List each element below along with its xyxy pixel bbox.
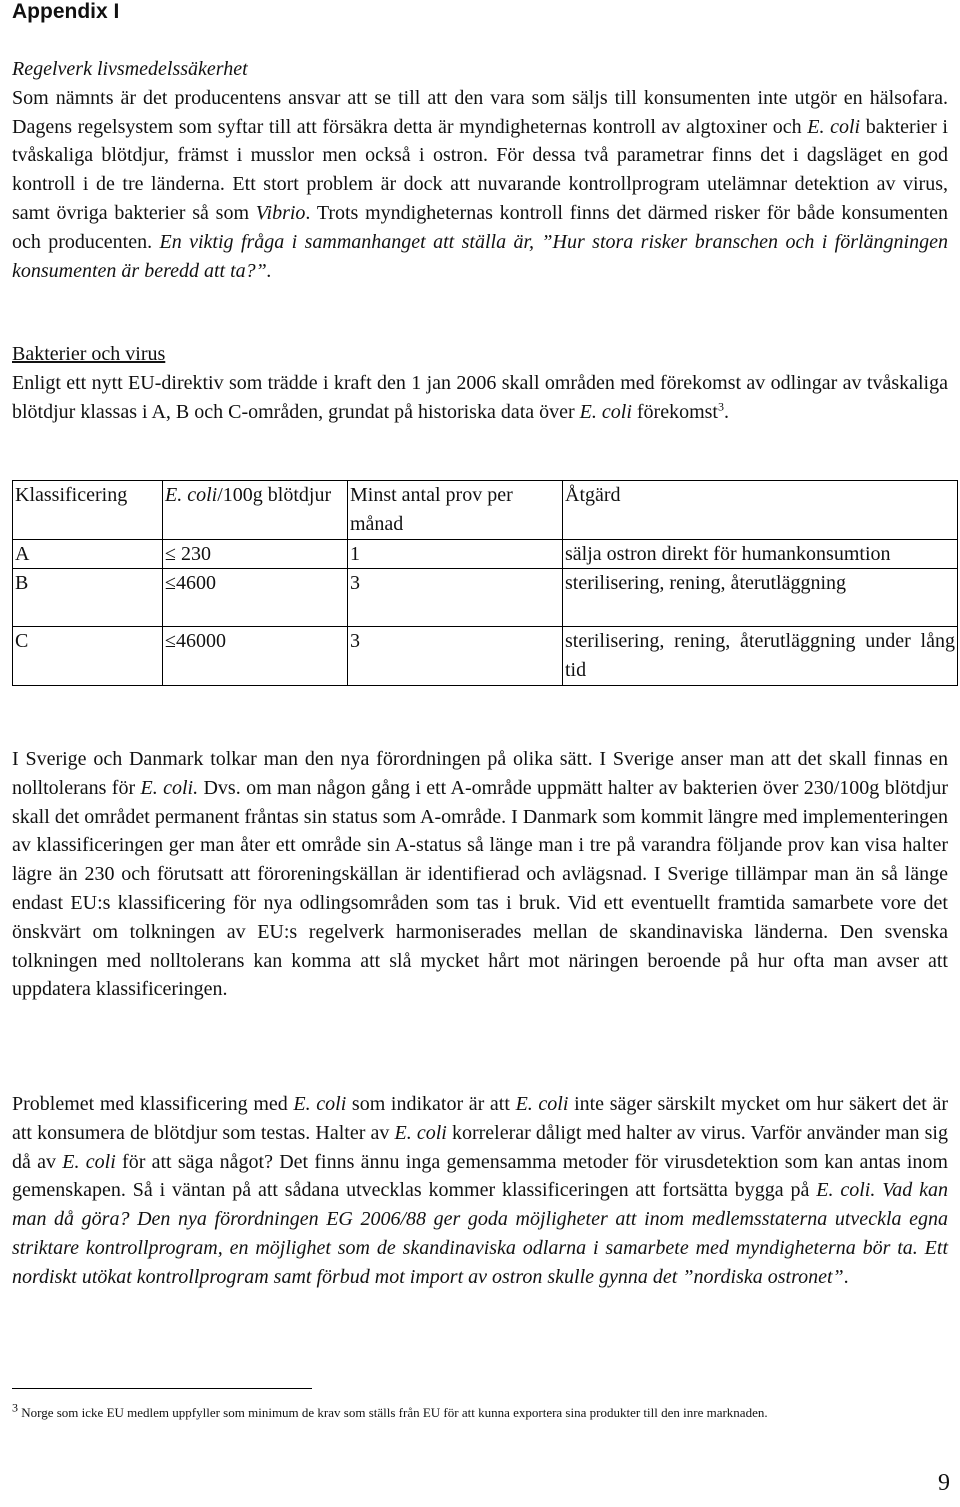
text: Problemet med klassificering med bbox=[12, 1093, 294, 1115]
cell-limit: ≤4600 bbox=[163, 569, 348, 627]
cell-limit: ≤ 230 bbox=[163, 539, 348, 569]
text: för att säga något? Det finns ännu inga gemensamma metoder för virusdetektion som kan antas inom gemenskapen. Så i väntan på att sådana utvecklas kommer klassificeringen att fortsätta bygga på bbox=[12, 1150, 948, 1202]
section-bakterier bbox=[12, 340, 948, 426]
ecoli-term: E. coli bbox=[394, 1121, 447, 1144]
section-title-regelverk: Regelverk livsmedelssäkerhet bbox=[12, 58, 248, 80]
cell-prov: 3 bbox=[348, 627, 563, 686]
text: . bbox=[843, 1265, 849, 1288]
header-prov: Minst antal prov per månad bbox=[348, 481, 563, 540]
table-header-row bbox=[13, 481, 958, 540]
text: korrelerar dåligt med halter av virus. Varför använder man sig då av bbox=[12, 1121, 948, 1173]
footnote bbox=[12, 1400, 948, 1423]
cell-klass: C bbox=[13, 627, 163, 686]
cell-prov: 3 bbox=[348, 569, 563, 627]
text: Enligt ett nytt EU-direktiv som trädde i kraft den 1 jan 2006 skall områden med förekomst av odlingar av tvåskaliga blötdjur klassas i A, B och C-områden, grundat på historiska data över bbox=[12, 371, 948, 423]
ecoli-term: E. coli bbox=[293, 1093, 347, 1115]
header-ecoli bbox=[163, 481, 348, 540]
text: bakterier i tvåskaliga blötdjur, främst i musslor men också i ostron. För dessa två parametrar finns det i dagsläget en god kontroll i de tre länderna. Ett stort problem är dock att nuvarande kontrollprogram utelämnar detektion av virus, samt övriga bakterier så som bbox=[12, 115, 948, 224]
text: förekomst bbox=[631, 400, 718, 423]
ecoli-term: E. coli. bbox=[816, 1179, 876, 1202]
cell-atgard: sälja ostron direkt för humankonsumtion bbox=[563, 539, 958, 569]
appendix-heading: Appendix I bbox=[12, 0, 120, 23]
footnote-number: 3 bbox=[12, 1400, 18, 1415]
footnote-divider bbox=[12, 1388, 312, 1389]
table-row bbox=[13, 569, 958, 627]
header-klassificering: Klassificering bbox=[13, 481, 163, 540]
text: inte säger särskilt mycket om hur säkert det är att konsumera de blötdjur som testas. Halter av bbox=[12, 1093, 948, 1144]
ecoli-term: E. coli bbox=[579, 400, 632, 423]
paragraph-tolkning bbox=[12, 745, 948, 1004]
page-number: 9 bbox=[938, 1470, 950, 1496]
cell-prov: 1 bbox=[348, 539, 563, 569]
table-row bbox=[13, 539, 958, 569]
header-atgard: Åtgärd bbox=[563, 481, 958, 540]
ecoli-term: E. coli bbox=[165, 484, 218, 506]
key-question: En viktig fråga i sammanhanget att ställa är, ”Hur stora risker branschen och i förlängningen konsumenten är beredd att ta?”. bbox=[12, 230, 948, 282]
footnote-text: Norge som icke EU medlem uppfyller som minimum de krav som ställs från EU för att kunna exportera sina produkter till den inre marknaden. bbox=[18, 1405, 768, 1420]
text: Som nämnts är det producentens ansvar att se till att den vara som säljs till konsumenten inte utgör en hälsofara. Dagens regelsystem som syftar till att försäkra detta är myndigheternas kontroll av algtoxiner och bbox=[12, 86, 948, 138]
vibrio-term: Vibrio bbox=[255, 201, 306, 224]
footnote-ref: 3 bbox=[717, 398, 724, 413]
italic-conclusion: Vad kan man då göra? Den nya förordningen EG 2006/88 ger goda möjligheter att inom medlemsstaterna utveckla egna striktare kontrollprogram, en möjlighet som de skandinaviska odlarna i samarbete med myndigheterna bör ta. Ett nordiskt utökat kontrollprogram samt förbud mot import av ostron skulle gynna det ”nordiska ostronet” bbox=[12, 1179, 948, 1288]
table-row bbox=[13, 627, 958, 686]
text: . Trots myndigheternas kontroll finns det därmed risker för både konsumenten och producenten. bbox=[12, 201, 948, 253]
header-ecoli-unit: /100g blötdjur bbox=[217, 484, 332, 506]
paragraph-problemet bbox=[12, 1090, 948, 1292]
ecoli-term: E. coli bbox=[62, 1150, 116, 1173]
ecoli-term: E. coli. bbox=[140, 776, 199, 799]
ecoli-term: E. coli bbox=[515, 1093, 569, 1115]
ecoli-term: E. coli bbox=[807, 115, 861, 138]
cell-atgard: sterilisering, rening, återutläggning under lång tid bbox=[563, 627, 958, 686]
text: som indikator är att bbox=[346, 1093, 516, 1115]
text: Dvs. om man någon gång i ett A-område uppmätt halter av bakterien över 230/100g blötdjur skall det området permanent fråntas sin status som A-område. I Danmark som kommit längre med implementeringen av klassificeringen ger man åter ett område sin A-status så länge man i tre på varandra följande prov kan visa halter lägre än 230 och förutsatt att föroreningskällan är identifierad och avlägsnad. I Sverige tillämpar man än så länge endast EU:s klassificering för nya odlingsområden som tas i bruk. Vid ett eventuellt framtida samarbete vore det önskvärt om tolkningen av EU:s regelverk harmoniserades mellan de skandinaviska länderna. Den svenska tolkningen med nolltolerans kan komma att slå mycket hårt mot näringen beroende på hur ofta man avser att uppdatera klassificeringen. bbox=[12, 776, 948, 1001]
cell-klass: A bbox=[13, 539, 163, 569]
cell-limit: ≤46000 bbox=[163, 627, 348, 686]
section-title-bakterier: Bakterier och virus bbox=[12, 343, 166, 365]
section-regelverk bbox=[12, 55, 948, 285]
text: . bbox=[723, 400, 729, 423]
cell-atgard: sterilisering, rening, återutläggning bbox=[563, 569, 958, 627]
classification-table bbox=[12, 480, 958, 686]
text: I Sverige och Danmark tolkar man den nya förordningen på olika sätt. I Sverige anser man att det skall finnas en nolltolerans för bbox=[12, 748, 948, 799]
cell-klass: B bbox=[13, 569, 163, 627]
